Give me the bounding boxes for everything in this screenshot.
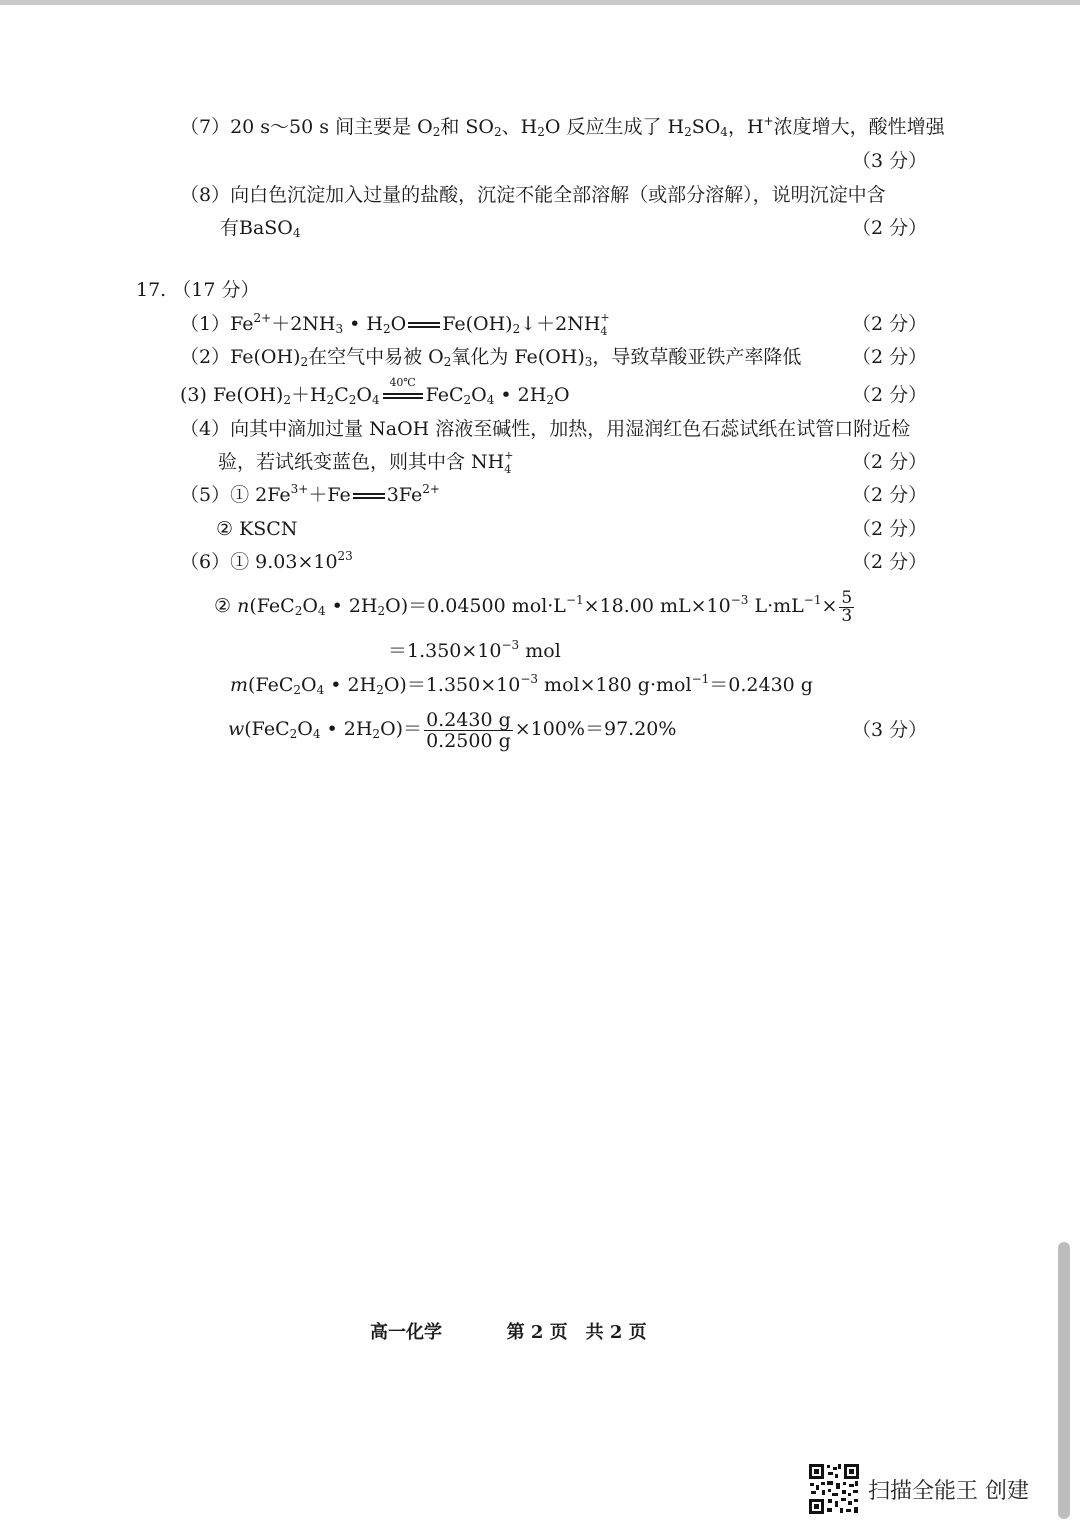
footer-subject: 高一化学 [370,1322,442,1343]
q16-part8-score: （2 分） [852,217,928,239]
page-footer [370,1318,647,1344]
q17-part6a-score: （2 分） [852,551,928,573]
q17-part6a-line: （6）① $9.03\times 10^{23}$ [180,549,353,573]
q17-part6d-score: （3 分） [852,719,928,741]
q17-part2-score: （2 分） [852,346,928,368]
q17-part2-line: $(2)Fe(OH)_2$在空气中易被 $O_2$氧化为 $Fe(OH)_3$，导致草酸亚铁产率降低 [180,346,802,369]
q17-part3-line: (3) $Fe(OH)_2+H_2C_2O_4$ 40℃ $FeC_2O_4$ • $2H_2O$ [180,376,570,407]
q17-part3-score: （2 分） [852,384,928,406]
q16-part8-line2: 有BaSO$_4$ [220,217,301,240]
q17-part5b-score: （2 分） [852,518,928,540]
q17-part6d-line: $w(FeC_2O_4$ • $2H_2O)=$ $\frac{0.2430 g}{0.2500 g}$ ×100%＝97.20% [228,708,677,752]
q17-part4-line: （4）向其中滴加过量 NaOH 溶液至碱性，加热，用湿润红色石蕊试纸在试管口附近检 [180,418,911,440]
q17-header: 17. （17 分） [136,279,260,301]
qr-code-icon [808,1463,860,1515]
q17-part1-line: $(1)Fe^{2+}+2NH_3$ • $H_2O$ $Fe(OH)_2↓+2NH$ + 4 [180,311,610,338]
q17-part5a-score: （2 分） [852,484,928,506]
scanner-label: 扫描全能王 创建 [868,1479,1029,1504]
q17-part4-score: （2 分） [852,451,928,473]
q16-part7-line: （7）20 s～50 s 间主要是 $O_2$和 $SO_2$、$H_2O$ 反应生成了 $H_2SO_4$，H+浓度增大，酸性增强 [180,114,945,139]
scrollbar[interactable] [1058,1242,1070,1519]
scanner-watermark [808,1463,1058,1515]
top-border [0,0,1080,5]
q17-part6b-line: ② $n(FeC_2O_4$ • $2H_2O)=0.04500$ $mol\cdot L^{-1}\times 18.00$ $mL\times 10^{-3}$ $L\cdot mL^{-1}\times$ $\frac{5}{3}$ [214,587,853,626]
q17-part6b-result: $=1.350\times 10^{-3}$ mol [388,638,561,662]
q16-part7-score: （3 分） [852,150,928,172]
q16-part8-line: （8）向白色沉淀加入过量的盐酸，沉淀不能全部溶解（或部分溶解），说明沉淀中含 [180,184,886,206]
q17-part5b-line: ② KSCN [216,518,298,540]
q17-part1-score: （2 分） [852,313,928,335]
q17-part6c-line: $m(FeC_2O_4$ • $2H_2O)=1.350\times 10^{-3}$ mol×180 g·mol$^{-1}$＝0.2430 g [230,672,813,697]
q17-part5a-line: （5）① $2Fe^{3+}+Fe$ $3Fe^{2+}$ [180,482,440,506]
q17-part4-line2: 验，若试纸变蓝色，则其中含 NH + 4 [218,449,514,476]
footer-page-info: 第 2 页 共 2 页 [506,1322,647,1343]
